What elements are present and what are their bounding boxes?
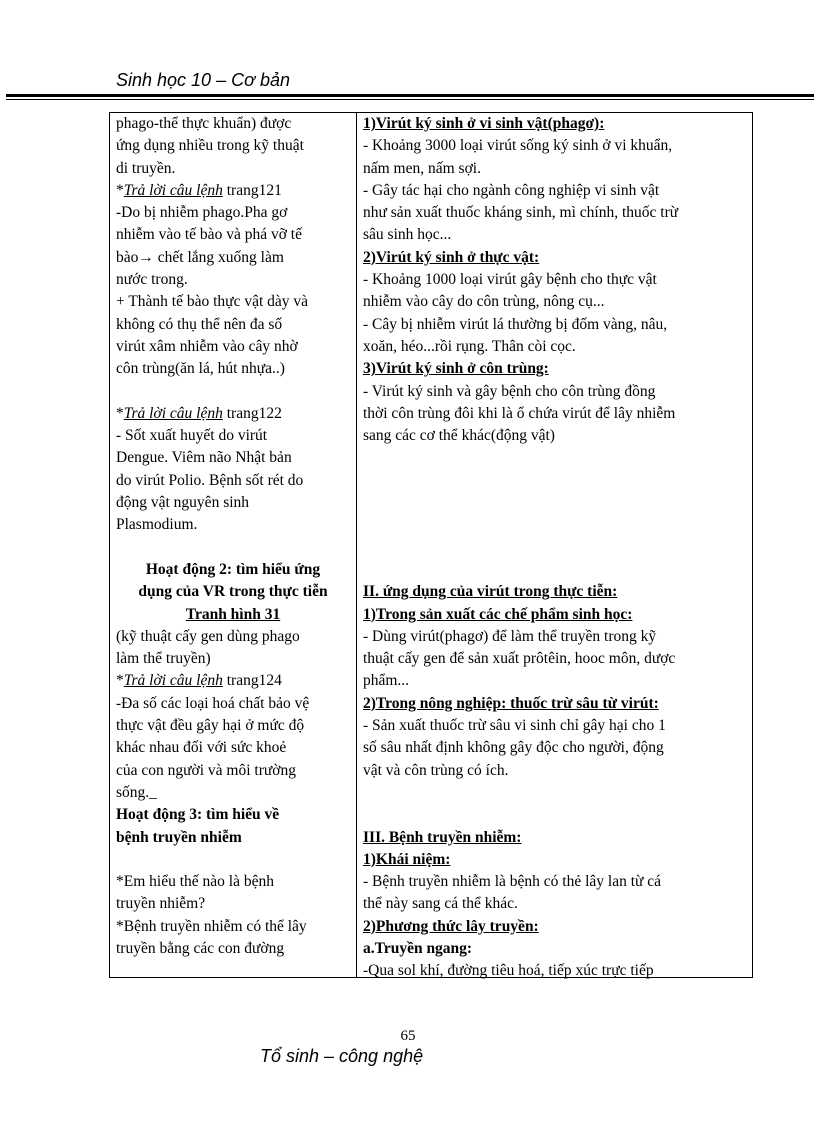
section-heading: 2)Phương thức lây truyền: xyxy=(363,917,539,935)
text-line: vật và côn trùng có ích. xyxy=(363,761,509,779)
spacer xyxy=(363,559,747,581)
activity-heading: dụng của VR trong thực tiễn xyxy=(138,583,328,601)
text-line: phẩm... xyxy=(363,672,410,690)
text-line: Dengue. Viêm não Nhật bản xyxy=(116,449,292,467)
spacer xyxy=(116,849,350,871)
page-ref: trang121 xyxy=(222,181,282,199)
star-mark: * xyxy=(116,404,124,422)
text-line: nhiễm vào cây do côn trùng, nông cụ... xyxy=(363,293,605,311)
text-line: thời côn trùng đôi khi là ổ chứa virút để lây nhiễm xyxy=(363,404,676,422)
section-heading: 1)Khái niệm: xyxy=(363,850,451,868)
text-line: truyền bằng các con đường xyxy=(116,939,285,957)
text-line: *Em hiểu thế nào là bệnh xyxy=(116,873,274,891)
text-line: sống._ xyxy=(116,783,157,801)
activity-heading: bệnh truyền nhiễm xyxy=(116,828,242,846)
command-link[interactable]: Trả lời câu lệnh xyxy=(123,181,223,199)
text-line: phago-thể thực khuẩn) được xyxy=(116,115,292,132)
text-line: -Qua sol khí, đường tiêu hoá, tiếp xúc trực tiếp xyxy=(363,962,654,980)
text-line: -Đa số các loại hoá chất bảo vệ xyxy=(116,694,310,712)
page-footer-title: Tổ sinh – công nghệ xyxy=(260,1046,424,1066)
command-ref xyxy=(116,180,350,202)
spacer xyxy=(363,782,747,804)
header-rule-thin xyxy=(6,99,814,100)
left-column xyxy=(116,113,350,960)
text-line: (kỹ thuật cấy gen dùng phago xyxy=(116,627,300,645)
text-line: ứng dụng nhiều trong kỹ thuật xyxy=(116,137,304,155)
text-line: không có thụ thể nên đa số xyxy=(116,315,283,333)
spacer xyxy=(363,470,747,492)
section-heading: 3)Virút ký sinh ở côn trùng: xyxy=(363,360,549,378)
spacer xyxy=(363,447,747,469)
text-line: thể này sang cá thể khác. xyxy=(363,895,518,913)
text-line: sang các cơ thể khác(động vật) xyxy=(363,427,555,445)
text-line: do virút Polio. Bệnh sốt rét do xyxy=(116,471,304,489)
star-mark: * xyxy=(116,181,124,199)
text-line: thuật cấy gen để sản xuất prôtêin, hooc môn, dược xyxy=(363,650,676,668)
spacer xyxy=(363,514,747,536)
text-line: như sản xuất thuốc kháng sinh, mì chính, thuốc trừ xyxy=(363,204,679,222)
spacer xyxy=(363,492,747,514)
text-line: Plasmodium. xyxy=(116,516,198,534)
header-rule-thick xyxy=(6,94,814,97)
text-line: xoăn, héo...rồi rụng. Thân còi cọc. xyxy=(363,337,576,355)
column-divider xyxy=(356,113,357,977)
page-ref: trang122 xyxy=(222,404,282,422)
command-ref xyxy=(116,403,350,425)
command-link[interactable]: Trả lời câu lệnh xyxy=(123,672,223,690)
page-number: 65 xyxy=(400,1028,416,1044)
text-line: khác nhau đối với sức khoẻ xyxy=(116,739,287,757)
text-line: nấm men, nấm sợi. xyxy=(363,159,481,177)
text-line: côn trùng(ăn lá, hút nhựa..) xyxy=(116,360,285,378)
text-line: làm thể truyền) xyxy=(116,650,211,668)
text-line: - Virút ký sinh và gây bệnh cho côn trùng đồng xyxy=(363,382,656,400)
page-header-title: Sinh học 10 – Cơ bản xyxy=(116,70,290,90)
command-ref xyxy=(116,670,350,692)
spacer xyxy=(363,537,747,559)
text-line: bào→ chết lắng xuống làm xyxy=(116,248,284,266)
text-line: của con người và môi trường xyxy=(116,761,296,779)
right-column xyxy=(363,113,747,983)
section-heading: 1)Trong sản xuất các chế phẩm sinh học: xyxy=(363,605,633,623)
text-line: di truyền. xyxy=(116,159,176,177)
spacer xyxy=(116,381,350,403)
spacer xyxy=(116,537,350,559)
text-line: - Dùng virút(phagơ) để làm thể truyền trong kỹ xyxy=(363,627,657,645)
section-heading: 2)Virút ký sinh ở thực vật: xyxy=(363,248,540,266)
activity-heading: Hoạt động 2: tìm hiểu ứng xyxy=(145,560,321,578)
text-line: nhiễm vào tế bào và phá vỡ tế xyxy=(116,226,302,244)
text-line: - Khoảng 1000 loại virút gây bệnh cho thực vật xyxy=(363,271,657,289)
command-link[interactable]: Trả lời câu lệnh xyxy=(123,404,223,422)
subsection-heading: a.Truyền ngang: xyxy=(363,939,473,957)
text-line: - Sốt xuất huyết do virút xyxy=(116,427,268,445)
text-line: - Khoảng 3000 loại virút sống ký sinh ở vi khuẩn, xyxy=(363,137,673,155)
text-line: thực vật đều gây hại ở mức độ xyxy=(116,717,305,735)
section-heading: 1)Virút ký sinh ở vi sinh vật(phagơ): xyxy=(363,115,605,132)
star-mark: * xyxy=(116,672,124,690)
figure-reference: Tranh hình 31 xyxy=(185,605,281,623)
text-line: - Sản xuất thuốc trừ sâu vi sinh chỉ gây hại cho 1 xyxy=(363,717,666,735)
text-line: nước trong. xyxy=(116,271,188,289)
spacer xyxy=(363,804,747,826)
text-line: virút xâm nhiễm vào cây nhờ xyxy=(116,337,298,355)
text-line: truyền nhiễm? xyxy=(116,895,206,913)
text-line: sâu sinh học... xyxy=(363,226,452,244)
text-line: - Cây bị nhiễm virút lá thường bị đốm vàng, nâu, xyxy=(363,315,668,333)
activity-heading: Hoạt động 3: tìm hiểu về xyxy=(116,806,280,824)
section-heading: III. Bệnh truyền nhiễm: xyxy=(363,828,522,846)
text-line: *Bệnh truyền nhiễm có thể lây xyxy=(116,917,307,935)
section-heading: II. ứng dụng của virút trong thực tiễn: xyxy=(363,583,618,601)
text-line: động vật nguyên sinh xyxy=(116,494,250,512)
content-table xyxy=(109,112,753,978)
text-line: số sâu nhất định không gây độc cho người, động xyxy=(363,739,664,757)
text-line: -Do bị nhiễm phago.Pha gơ xyxy=(116,204,288,222)
section-heading: 2)Trong nông nghiệp: thuốc trừ sâu từ virút: xyxy=(363,694,659,712)
page-ref: trang124 xyxy=(222,672,282,690)
text-line: - Gây tác hại cho ngành công nghiệp vi sinh vật xyxy=(363,181,660,199)
text-line: - Bệnh truyền nhiễm là bệnh có thẻ lây lan từ cá xyxy=(363,873,662,891)
text-line: + Thành tế bào thực vật dày và xyxy=(116,293,309,311)
